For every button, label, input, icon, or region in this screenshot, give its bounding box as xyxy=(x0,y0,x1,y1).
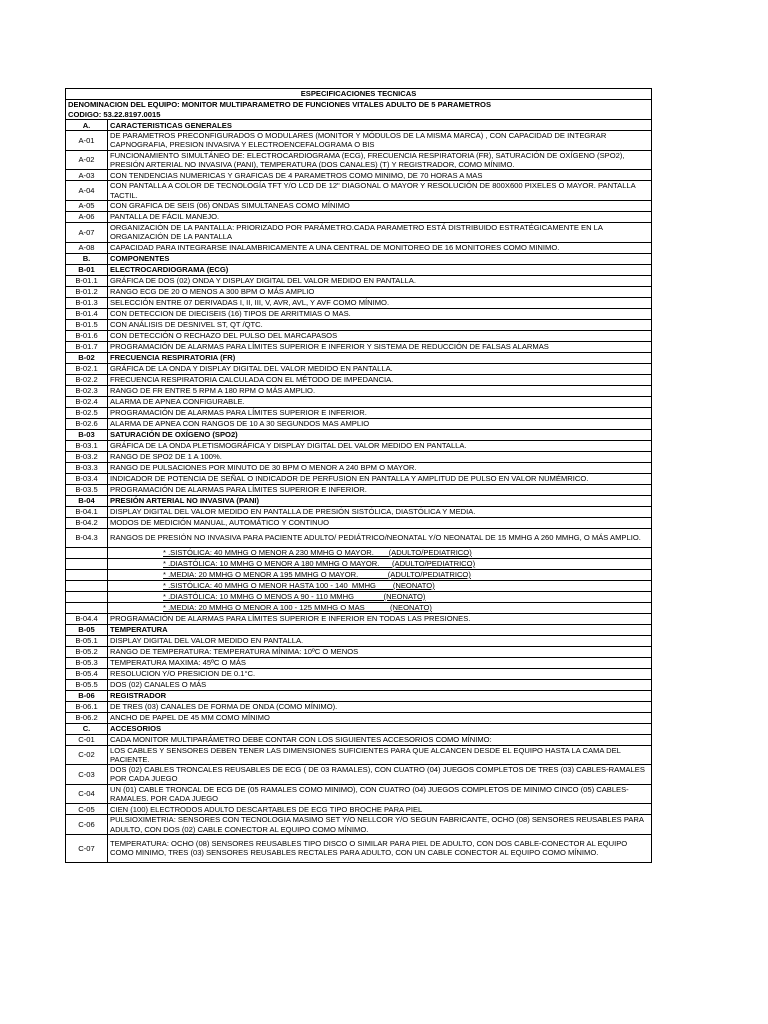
pressure-range-row xyxy=(66,547,652,558)
spec-row xyxy=(66,319,652,330)
spec-row xyxy=(66,222,652,242)
item-code: B-02.2 xyxy=(66,374,108,385)
item-description: TEMPERATURA: OCHO (08) SENSORES REUSABLES TIPO DISCO O SIMILAR PARA PIEL DE ADULTO, CON DOS CABLE-CONECTOR AL EQUIPO COMO MINIMO, TRES (03) SENSORES REUSABLES RECTALES PARA ADULTO, CON UN CABLE CONECTOR AL EQUIPO COMO MÍNIMO. xyxy=(108,834,652,862)
section-heading: COMPONENTES xyxy=(108,253,652,264)
spec-row xyxy=(66,646,652,657)
item-code: A-06 xyxy=(66,211,108,222)
spec-row xyxy=(66,834,652,862)
item-code: B-04.3 xyxy=(66,528,108,547)
item-code: B-01.5 xyxy=(66,319,108,330)
spec-row xyxy=(66,765,652,785)
item-code: A-04 xyxy=(66,181,108,201)
item-description: CAPACIDAD PARA INTEGRARSE INALAMBRICAMENTE A UNA CENTRAL DE MONITOREO DE 16 MONITORES COMO MINIMO. xyxy=(108,242,652,253)
spec-row xyxy=(66,363,652,374)
pressure-range-row xyxy=(66,569,652,580)
item-description: * .SISTÓLICA: 40 MMHG O MENOR HASTA 100 - 140 MMHG (NEONATO) xyxy=(108,580,652,591)
spec-row xyxy=(66,396,652,407)
item-code: B-02 xyxy=(66,352,108,363)
spec-row xyxy=(66,407,652,418)
item-code xyxy=(66,569,108,580)
spec-row xyxy=(66,635,652,646)
item-code: B-01.6 xyxy=(66,330,108,341)
specifications-table xyxy=(65,88,652,863)
item-code: C-03 xyxy=(66,765,108,785)
item-description: ALARMA DE APNEA CONFIGURABLE. xyxy=(108,396,652,407)
spec-row xyxy=(66,784,652,804)
spec-row xyxy=(66,181,652,201)
item-code: B-05.5 xyxy=(66,679,108,690)
item-description: RANGO DE FR ENTRE 5 RPM A 180 RPM O MÁS AMPLIO. xyxy=(108,385,652,396)
item-description: PANTALLA DE FÁCIL MANEJO. xyxy=(108,211,652,222)
spec-row xyxy=(66,462,652,473)
item-description: ANCHO DE PAPEL DE 45 MM COMO MÍNIMO xyxy=(108,712,652,723)
item-code: B-03.2 xyxy=(66,451,108,462)
spec-row xyxy=(66,517,652,528)
specifications-body xyxy=(66,89,652,863)
equipment-header xyxy=(66,100,652,120)
spec-row xyxy=(66,131,652,151)
item-code: A-01 xyxy=(66,131,108,151)
item-code: C-02 xyxy=(66,745,108,765)
item-code xyxy=(66,558,108,569)
spec-row xyxy=(66,668,652,679)
item-code xyxy=(66,547,108,558)
item-description: PROGRAMACIÓN DE ALARMAS PARA LÍMITES SUPERIOR E INFERIOR EN TODAS LAS PRESIONES. xyxy=(108,613,652,624)
item-code: B-03.5 xyxy=(66,484,108,495)
section-heading: CARACTERISTICAS GENERALES xyxy=(108,120,652,131)
item-description: DOS (02) CABLES TRONCALES REUSABLES DE ECG ( DE 03 RAMALES), CON CUATRO (04) JUEGOS COMPLETOS DE TRES (03) CABLES-RAMALES POR CADA JUEGO xyxy=(108,765,652,785)
item-description: CIEN (100) ELECTRODOS ADULTO DESCARTABLES DE ECG TIPO BROCHE PARA PIEL xyxy=(108,804,652,815)
item-code: B-06 xyxy=(66,690,108,701)
item-description: CADA MONITOR MULTIPARÁMETRO DEBE CONTAR CON LOS SIGUIENTES ACCESORIOS COMO MÍNIMO: xyxy=(108,734,652,745)
spec-row xyxy=(66,712,652,723)
section-row xyxy=(66,429,652,440)
spec-row xyxy=(66,679,652,690)
title-row xyxy=(66,89,652,100)
item-code xyxy=(66,602,108,613)
section-row xyxy=(66,264,652,275)
spec-row xyxy=(66,484,652,495)
spec-row xyxy=(66,473,652,484)
item-description: PROGRAMACIÓN DE ALARMAS PARA LÍMITES SUPERIOR E INFERIOR Y SISTEMA DE REDUCCIÓN DE FALSAS ALARMAS xyxy=(108,341,652,352)
item-description: DISPLAY DIGITAL DEL VALOR MEDIDO EN PANTALLA DE PRESIÓN SISTÓLICA, DIASTÓLICA Y MEDIA. xyxy=(108,506,652,517)
equipment-name: DENOMINACION DEL EQUIPO: MONITOR MULTIPARAMETRO DE FUNCIONES VITALES ADULTO DE 5 PARAMETROS xyxy=(68,100,492,109)
spec-row xyxy=(66,804,652,815)
document-title: ESPECIFICACIONES TECNICAS xyxy=(66,89,652,100)
spec-row xyxy=(66,657,652,668)
item-code: C-01 xyxy=(66,734,108,745)
item-code: C-06 xyxy=(66,815,108,835)
item-description: FUNCIONAMIENTO SIMULTÁNEO DE: ELECTROCARDIOGRAMA (ECG), FRECUENCIA RESPIRATORIA (FR), SATURACIÓN DE OXÍGENO (SPO2), PRESIÓN ARTERIAL NO INVASIVA (PANI), TEMPERATURA (DOS CANALES) (T) Y REGISTRADOR, COMO MÍNIMO. xyxy=(108,150,652,170)
spec-row xyxy=(66,374,652,385)
spec-row xyxy=(66,341,652,352)
spec-row xyxy=(66,297,652,308)
spec-row xyxy=(66,242,652,253)
item-code: B-01.4 xyxy=(66,308,108,319)
item-code: B-01.3 xyxy=(66,297,108,308)
item-description: CON ANÁLISIS DE DESNIVEL ST, QT /QTC. xyxy=(108,319,652,330)
spec-row xyxy=(66,528,652,547)
item-description: RANGOS DE PRESIÓN NO INVASIVA PARA PACIENTE ADULTO/ PEDIÁTRICO/NEONATAL Y/O NEONATAL DE 15 MMHG A 260 MMHG, O MÁS AMPLIO. xyxy=(108,528,652,547)
item-description: ORGANIZACIÓN DE LA PANTALLA: PRIORIZADO POR PARÁMETRO.CADA PARAMETRO ESTÁ DISTRIBUIDO ESTRATÉGICAMENTE EN LA ORGANIZACIÓN DE LA PANTALLA xyxy=(108,222,652,242)
item-code xyxy=(66,580,108,591)
item-code: B-03 xyxy=(66,429,108,440)
item-code: C. xyxy=(66,723,108,734)
item-description: DE PARAMETROS PRECONFIGURADOS O MODULARES (MONITOR Y MÓDULOS DE LA MISMA MARCA) , CON CAPACIDAD DE INTEGRAR CAPNOGRAFIA, PRESION INVASIVA Y ELECTROENCEFALOGRAMA O BIS xyxy=(108,131,652,151)
item-code: B-05.4 xyxy=(66,668,108,679)
item-description: DE TRES (03) CANALES DE FORMA DE ONDA (COMO MÍNIMO). xyxy=(108,701,652,712)
item-description: CON TENDENCIAS NUMERICAS Y GRAFICAS DE 4 PARAMETROS COMO MINIMO, DE 70 HORAS A MAS xyxy=(108,170,652,181)
item-code: C-04 xyxy=(66,784,108,804)
section-row xyxy=(66,352,652,363)
item-code: B-05.1 xyxy=(66,635,108,646)
item-code: B-02.3 xyxy=(66,385,108,396)
spec-row xyxy=(66,170,652,181)
item-description: * .MEDIA: 20 MMHG O MENOR A 100 - 125 MMHG O MAS (NEONATO) xyxy=(108,602,652,613)
spec-row xyxy=(66,418,652,429)
item-description: FRECUENCIA RESPIRATORIA CALCULADA CON EL MÉTODO DE IMPEDANCIA. xyxy=(108,374,652,385)
item-code: B-04.2 xyxy=(66,517,108,528)
item-description: PROGRAMACIÓN DE ALARMAS PARA LÍMITES SUPERIOR E INFERIOR. xyxy=(108,407,652,418)
item-code: B-05.3 xyxy=(66,657,108,668)
item-code: B-03.4 xyxy=(66,473,108,484)
item-description: LOS CABLES Y SENSORES DEBEN TENER LAS DIMENSIONES SUFICIENTES PARA QUE ALCANCEN DESDE EL EQUIPO HASTA LA CAMA DEL PACIENTE. xyxy=(108,745,652,765)
spec-row xyxy=(66,286,652,297)
equipment-header-row xyxy=(66,100,652,120)
item-code: B-01 xyxy=(66,264,108,275)
item-description: RANGO DE TEMPERATURA: TEMPERATURA MÍNIMA: 10ºC O MENOS xyxy=(108,646,652,657)
item-description: ALARMA DE APNEA CON RANGOS DE 10 A 30 SEGUNDOS MAS AMPLIO xyxy=(108,418,652,429)
item-code: A-08 xyxy=(66,242,108,253)
item-description: PULSIOXIMETRIA: SENSORES CON TECNOLOGIA MASIMO SET Y/O NELLCOR Y/O SEGUN FABRICANTE, OCHO (08) SENSORES REUSABLES PARA ADULTO, CON DOS (02) CABLE CONECTOR AL EQUIPO COMO MÍNIMO. xyxy=(108,815,652,835)
item-code: A. xyxy=(66,120,108,131)
item-description: CON DETECCIÓN O RECHAZO DEL PULSO DEL MARCAPASOS xyxy=(108,330,652,341)
item-description: MODOS DE MEDICIÓN MANUAL, AUTOMÁTICO Y CONTINUO xyxy=(108,517,652,528)
item-code: B-05.2 xyxy=(66,646,108,657)
spec-row xyxy=(66,440,652,451)
section-row xyxy=(66,624,652,635)
item-description: UN (01) CABLE TRONCAL DE ECG DE (05 RAMALES COMO MINIMO), CON CUATRO (04) JUEGOS COMPLETOS DE MINIMO CINCO (05) CABLES-RAMALES. POR CADA JUEGO xyxy=(108,784,652,804)
item-description: SELECCIÓN ENTRE 07 DERIVADAS I, II, III, V, AVR, AVL, Y AVF COMO MÍNIMO. xyxy=(108,297,652,308)
equipment-code: CODIGO: 53.22.8197.0015 xyxy=(68,109,161,119)
item-code: B-03.3 xyxy=(66,462,108,473)
section-row xyxy=(66,253,652,264)
item-code: A-02 xyxy=(66,150,108,170)
item-code: A-05 xyxy=(66,200,108,211)
section-heading: TEMPERATURA xyxy=(108,624,652,635)
spec-row xyxy=(66,308,652,319)
pressure-range-row xyxy=(66,602,652,613)
item-code: B-06.1 xyxy=(66,701,108,712)
spec-row xyxy=(66,330,652,341)
item-description: * .DIASTÓLICA: 10 MMHG O MENOR A 180 MMHG O MAYOR. (ADULTO/PEDIATRICO) xyxy=(108,558,652,569)
item-description: DISPLAY DIGITAL DEL VALOR MEDIDO EN PANTALLA. xyxy=(108,635,652,646)
section-heading: SATURACIÓN DE OXÍGENO (SPO2) xyxy=(108,429,652,440)
item-code: B-01.1 xyxy=(66,275,108,286)
item-description: RANGO ECG DE 20 O MENOS A 300 BPM O MÁS AMPLIO xyxy=(108,286,652,297)
item-code: B-04 xyxy=(66,495,108,506)
item-code: B-02.5 xyxy=(66,407,108,418)
item-code: B-02.6 xyxy=(66,418,108,429)
section-heading: PRESIÓN ARTERIAL NO INVASIVA (PANI) xyxy=(108,495,652,506)
item-description: CON GRAFICA DE SEIS (06) ONDAS SIMULTANEAS COMO MÍNIMO xyxy=(108,200,652,211)
item-description: PROGRAMACIÓN DE ALARMAS PARA LÍMITES SUPERIOR E INFERIOR. xyxy=(108,484,652,495)
spec-row xyxy=(66,506,652,517)
item-description: * .DIASTÓLICA: 10 MMHG O MENOS A 90 - 110 MMHG (NEONATO) xyxy=(108,591,652,602)
item-code: B-01.7 xyxy=(66,341,108,352)
spec-row xyxy=(66,815,652,835)
item-code: A-03 xyxy=(66,170,108,181)
spec-row xyxy=(66,385,652,396)
item-code: B-04.4 xyxy=(66,613,108,624)
item-description: DOS (02) CANALES O MÁS xyxy=(108,679,652,690)
spec-row xyxy=(66,613,652,624)
item-description: RANGO DE SPO2 DE 1 A 100%. xyxy=(108,451,652,462)
item-code: C-07 xyxy=(66,834,108,862)
spec-row xyxy=(66,200,652,211)
item-description: * .MEDIA: 20 MMHG O MENOR A 195 MMHG O MAYOR. (ADULTO/PEDIATRICO) xyxy=(108,569,652,580)
spec-row xyxy=(66,451,652,462)
item-code: B. xyxy=(66,253,108,264)
item-code xyxy=(66,591,108,602)
item-code: A-07 xyxy=(66,222,108,242)
item-description: GRÁFICA DE DOS (02) ONDA Y DISPLAY DIGITAL DEL VALOR MEDIDO EN PANTALLA. xyxy=(108,275,652,286)
section-heading: ACCESORIOS xyxy=(108,723,652,734)
section-row xyxy=(66,120,652,131)
item-description: CON DETECCION DE DIECISEIS (16) TIPOS DE ARRITMIAS O MAS. xyxy=(108,308,652,319)
item-code: B-01.2 xyxy=(66,286,108,297)
item-code: B-04.1 xyxy=(66,506,108,517)
item-code: B-05 xyxy=(66,624,108,635)
spec-row xyxy=(66,745,652,765)
pressure-range-row xyxy=(66,580,652,591)
item-description: RESOLUCION Y/O PRESICION DE 0.1°C. xyxy=(108,668,652,679)
item-description: INDICADOR DE POTENCIA DE SEÑAL O INDICADOR DE PERFUSION EN PANTALLA Y AMPLITUD DE PULSO EN VALOR NUMÉMRICO. xyxy=(108,473,652,484)
item-description: * .SISTÓLICA: 40 MMHG O MENOR A 230 MMHG O MAYOR. (ADULTO/PEDIATRICO) xyxy=(108,547,652,558)
section-row xyxy=(66,690,652,701)
item-code: B-03.1 xyxy=(66,440,108,451)
item-code: B-06.2 xyxy=(66,712,108,723)
pressure-range-row xyxy=(66,591,652,602)
section-row xyxy=(66,495,652,506)
item-code: B-02.4 xyxy=(66,396,108,407)
item-description: GRÁFICA DE LA ONDA Y DISPLAY DIGITAL DEL VALOR MEDIDO EN PANTALLA. xyxy=(108,363,652,374)
item-description: CON PANTALLA A COLOR DE TECNOLOGÍA TFT Y/O LCD DE 12" DIAGONAL O MAYOR Y RESOLUCIÓN DE 800X600 PIXELES O MAYOR. PANTALLA TACTIL. xyxy=(108,181,652,201)
section-row xyxy=(66,723,652,734)
spec-row xyxy=(66,701,652,712)
section-heading: FRECUENCIA RESPIRATORIA (FR) xyxy=(108,352,652,363)
item-description: GRÁFICA DE LA ONDA PLETISMOGRÁFICA Y DISPLAY DIGITAL DEL VALOR MEDIDO EN PANTALLA. xyxy=(108,440,652,451)
pressure-range-row xyxy=(66,558,652,569)
spec-row xyxy=(66,150,652,170)
item-description: RANGO DE PULSACIONES POR MINUTO DE 30 BPM O MENOR A 240 BPM O MAYOR. xyxy=(108,462,652,473)
section-heading: REGISTRADOR xyxy=(108,690,652,701)
spec-row xyxy=(66,734,652,745)
spec-row xyxy=(66,211,652,222)
spec-row xyxy=(66,275,652,286)
item-code: B-02.1 xyxy=(66,363,108,374)
section-heading: ELECTROCARDIOGRAMA (ECG) xyxy=(108,264,652,275)
item-code: C-05 xyxy=(66,804,108,815)
item-description: TEMPERATURA MAXIMA: 45ºC O MÁS xyxy=(108,657,652,668)
